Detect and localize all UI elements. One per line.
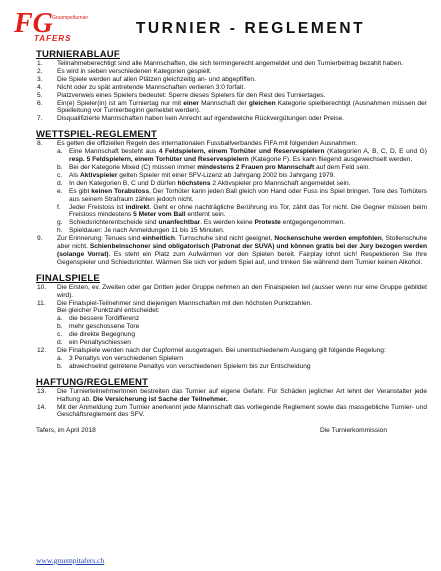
item-text: Die Ersten, ev. Zweiten oder gar Dritten jeder Gruppe nehmen an den Finalspielen teil (ausser wenn nur eine Gruppe gebildet wird). xyxy=(57,283,427,299)
sub-item: c. Als Aktivspieler gelten Spieler mit einer SFV-Lizenz ab Jahrgang 2002 bis Jahrgang 1979. xyxy=(57,171,336,179)
list-item xyxy=(36,347,427,371)
item-number: 6. xyxy=(37,99,43,107)
item-text: Disqualifizierte Mannschaften haben kein Anrecht auf irgendwelche Rückvergütungen oder Preise. xyxy=(57,115,344,123)
logo-small-text: Gruempelturnier xyxy=(52,15,89,21)
list-item xyxy=(36,235,427,267)
item-number: 9. xyxy=(37,235,43,243)
item-number: 1. xyxy=(37,60,43,67)
footer xyxy=(36,427,427,434)
item-text: Zur Erinnerung: Tenues sind einheitlich. Turnschuhe sind nicht geeignet, Nockenschuhe werden empfohlen, Stollenschuhe aber nicht. Schienbeinschoner sind obligatorisch (Patronat der SUVA) und können gratis bei der Jury bezogen werden (solange Vorrat). Es steht ein Platz zum Aufwärmen vor den Spielen bereit. Fairplay lohnt sich! Respektieren Sie Ihre Gegenspieler und Schiedsrichter. Wärmen Sie sich vor jedem Spiel auf, und trinken Sie während dem Turnier keinen Alkohol. xyxy=(57,235,428,266)
section-heading: HAFTUNG/REGLEMENT xyxy=(36,376,149,388)
item-number: 4. xyxy=(37,83,43,91)
sub-item: h. Spieldauer: Je nach Anmeldungen 11 bis 15 Minuten. xyxy=(57,227,225,235)
list-item xyxy=(36,300,427,347)
sub-item: b. mehr geschossene Tore xyxy=(57,323,140,331)
page-title: TURNIER - REGLEMENT xyxy=(135,20,366,37)
item-number: 5. xyxy=(37,91,43,99)
item-text: Ein(e) Spieler(in) ist am Turniertag nur mit einer Mannschaft der gleichen Kategorie spielberechtigt (Ausnahmen müssen der Spielleitung vor Turnierbeginn gemeldet werden). xyxy=(57,99,427,115)
list-item xyxy=(36,115,427,123)
item-text: Nicht oder zu spät antretende Mannschaften verlieren 3:0 forfait. xyxy=(57,83,246,91)
sub-item: c. die direkte Begegnung xyxy=(57,331,135,339)
place-date: Tafers, im April 2018 xyxy=(36,427,96,435)
item-text: Die TurnierteilnehmerInnen bestreiten das Turnier auf eigene Gefahr. Für Schäden jeglicher Art lehnt der Veranstalter jede Haftung ab. Die Versicherung ist Sache der Teilnehmer. xyxy=(57,387,427,403)
item-number: 14. xyxy=(37,403,47,411)
sub-item: a. Eine Mannschaft besteht aus 4 Feldspielern, einem Torhüter und Reservespielern (Kategorien A, B, C, D, E und G) resp. 5 Feldspielern, einem Torhüter und Reservespielern (Kategorie F). Es kann fliegend ausgewechselt werden. xyxy=(57,148,427,164)
item-number: 11. xyxy=(37,299,46,307)
item-number: 12. xyxy=(37,347,47,354)
sub-item: b. Bei der Kategorie Mixed (C) müssen immer mindestens 2 Frauen pro Mannschaft auf dem Feld sein. xyxy=(57,163,371,171)
sub-item: b. abwechselnd getretene Penaltys von verschiedenen Spielern bis zur Entscheidung xyxy=(57,362,311,370)
sub-item: d. ein Penaltyschiessen xyxy=(57,339,131,347)
section-wettspiel-reglement xyxy=(36,129,427,267)
item-number: 7. xyxy=(37,115,43,123)
logo-sub-text: TAFERS xyxy=(34,34,72,43)
section-finalspiele xyxy=(36,273,427,371)
item-text: Die Finalspiel-Teilnehmer sind diejenigen Mannschaften mit den höchsten Punktzahlen. Bei gleicher Punktzahl entscheidet: a. die bessere Tordifferenz b. mehr geschossene Tore c. die direkte Begegnung d. ein Penaltyschiessen xyxy=(57,300,427,347)
item-text: Die Spiele werden auf allen Plätzen gleichzeitig an- und abgepfiffen. xyxy=(57,75,256,83)
sub-item: d. In den Kategorien B, C und D dürfen höchstens 2 Aktivspieler pro Mannschaft angemeldet sein. xyxy=(57,179,351,187)
section-heading: FINALSPIELE xyxy=(36,272,100,284)
item-text: Platzverweis eines Spielers bedeutet: Sperre dieses Spielers für den Rest des Turniertages. xyxy=(57,91,326,99)
list-item xyxy=(36,76,427,84)
list-item xyxy=(36,84,427,92)
list-item xyxy=(36,60,427,68)
list-item xyxy=(36,92,427,100)
reglement-body xyxy=(36,49,427,434)
item-text: Die Finalspiele werden nach der Cupformel ausgetragen. Bei unentschiedenem Ausgang gilt folgende Regelung: a. 3 Penaltys von verschiedenen Spielern b. abwechselnd getretene Penaltys von verschiedenen Spielern bis zur Entscheidung xyxy=(57,347,427,371)
item-text: Mit der Anmeldung zum Turnier anerkennt jede Mannschaft das vorliegende Reglement sowie das massgebliche Turnier- und Geschäftsreglement des SFV. xyxy=(57,403,427,419)
logo-letters: FG xyxy=(14,8,53,39)
sub-item: f. Jeder Freistoss ist indirekt. Geht er ohne nachträgliche Berührung ins Tor, zählt das Tor nicht. Die Gegner müssen beim Freistoss mindestens 5 Meter vom Ball entfernt sein. xyxy=(57,203,427,219)
item-text: Es gelten die offiziellen Regeln des internationalen Fussballverbandes FIFA mit folgenden Ausnahmen: a. Eine Mannschaft besteht aus 4 Feldspielern, einem Torhüter und Reservespielern (Kategorien A, B, C, D, E und G) resp. 5 Feldspielern, einem Torhüter und Reservespielern (Kategorie F). Es kann fliegend ausgewechselt werden. b. Bei der Kategorie Mixed (C) müssen immer mindestens 2 Frauen pro Mannschaft auf dem Feld sein. c. Als Aktivspieler gelten Spieler mit einer SFV-Lizenz ab Jahrgang 2002 bis Jahrgang 1979. d. In den Kategorien B, C und D dürfen höchstens 2 Aktivspieler pro Mannschaft angemeldet sein. e. Es gibt keinen Torabstoss. Der Torhüter kann jeden Ball gleich von Hand oder Fuss ins Spiel bringen. Tore des Torhüters aus seinem Strafraum zählen jedoch nicht. f. Jeder Freistoss ist indirekt. Geht er ohne nachträgliche Berührung ins Tor, zählt das Tor nicht. Die Gegner müssen beim Freistoss mindestens 5 Meter vom Ball entfernt sein. g. Schiedsrichterentscheide sind unanfechtbar. Es werden keine Proteste entgegengenommen. h. Spieldauer: Je nach Anmeldungen 11 bis 15 Minuten. xyxy=(57,140,427,235)
committee-signature: Die Turnierkommission xyxy=(319,427,387,435)
item-text: Es wird in sieben verschiedenen Kategorien gespielt. xyxy=(57,67,212,75)
list-item xyxy=(36,404,427,420)
item-number: 3. xyxy=(37,75,43,83)
list-item xyxy=(36,68,427,76)
section-heading: TURNIERABLAUF xyxy=(36,49,120,60)
sub-item: e. Es gibt keinen Torabstoss. Der Torhüter kann jeden Ball gleich von Hand oder Fuss ins Spiel bringen. Tore des Torhüters aus seinem Strafraum zählen jedoch nicht. xyxy=(57,187,427,203)
list-item xyxy=(36,140,427,235)
list-item xyxy=(36,100,427,116)
section-haftung xyxy=(36,377,427,420)
section-turnierablauf xyxy=(36,49,427,123)
item-number: 8. xyxy=(37,140,43,148)
list-item xyxy=(36,388,427,404)
section-heading: WETTSPIEL-REGLEMENT xyxy=(36,129,157,141)
item-number: 10. xyxy=(37,283,47,291)
sub-item: g. Schiedsrichterentscheide sind unanfechtbar. Es werden keine Proteste entgegengenommen. xyxy=(57,219,345,227)
sub-item: a. 3 Penaltys von verschiedenen Spielern xyxy=(57,354,183,362)
item-text: Teilnahmeberechtigt sind alle Mannschaften, die sich termingerecht angemeldet und den Turnierbeitrag bezahlt haben. xyxy=(57,60,404,67)
item-number: 13. xyxy=(37,387,47,395)
website-link[interactable]: www.gruempitafers.ch xyxy=(36,556,105,565)
list-item xyxy=(36,284,427,300)
item-number: 2. xyxy=(37,67,43,75)
sub-item: a. die bessere Tordifferenz xyxy=(57,315,140,323)
